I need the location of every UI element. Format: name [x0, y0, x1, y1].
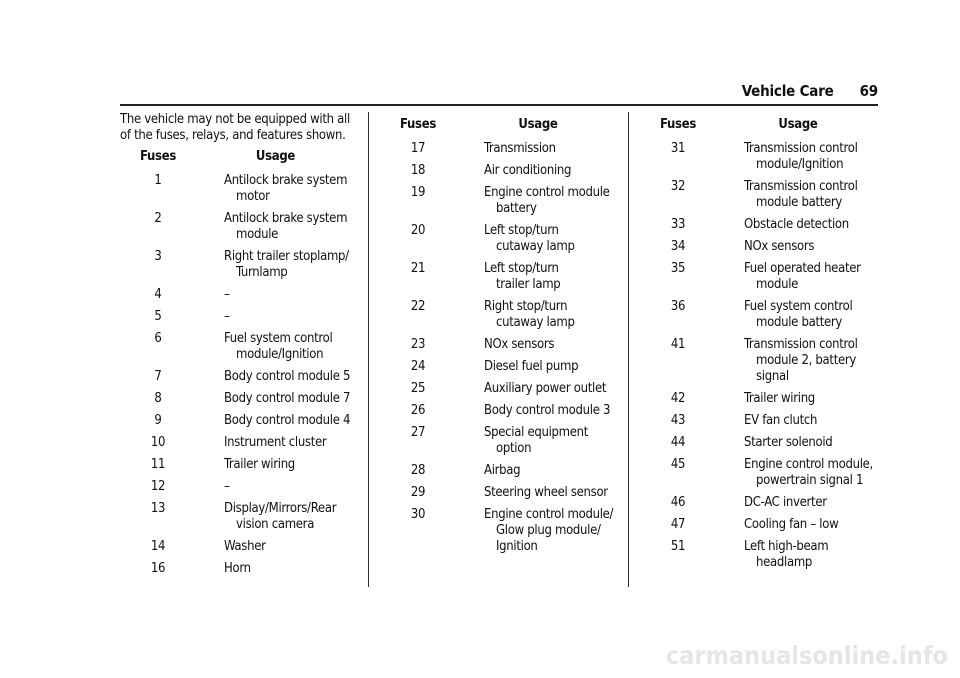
fuse-number: 47	[670, 517, 686, 532]
fuse-usage	[456, 141, 620, 157]
fuse-usage	[196, 287, 355, 303]
fuse-row	[120, 211, 355, 243]
fuse-usage	[196, 539, 355, 555]
fuse-usage	[716, 539, 880, 571]
fuse-row	[120, 391, 355, 407]
fuse-number: 3	[154, 249, 162, 264]
fuse-row	[380, 485, 620, 501]
watermark: carmanualsonline.info	[665, 641, 948, 670]
fuse-number: 2	[154, 211, 162, 226]
fuse-usage-line: Left stop/turn	[484, 261, 559, 276]
fuse-number: 19	[410, 185, 426, 200]
fuse-usage	[716, 413, 880, 429]
fuse-number: 51	[670, 539, 686, 554]
fuse-row	[120, 561, 355, 577]
fuse-column-1	[120, 112, 355, 583]
fuse-usage	[456, 299, 620, 331]
fuse-usage	[456, 485, 620, 501]
fuse-usage	[716, 217, 880, 233]
fuse-row	[380, 337, 620, 353]
fuse-number: 32	[670, 179, 686, 194]
fuse-row	[120, 287, 355, 303]
fuse-usage-line: module battery	[756, 315, 843, 330]
usage-header: Usage	[778, 117, 818, 132]
fuse-usage-line: Air conditioning	[484, 163, 572, 178]
fuse-row	[640, 261, 880, 293]
fuse-usage-line: module/Ignition	[756, 157, 844, 172]
fuse-usage-line: Antilock brake system	[224, 173, 348, 188]
fuse-usage-line: signal	[756, 369, 789, 384]
fuse-number: 14	[150, 539, 166, 554]
fuse-usage-line: Antilock brake system	[224, 211, 348, 226]
fuse-row	[380, 507, 620, 555]
fuse-usage-line: Fuel system control	[744, 299, 853, 314]
section-title: Vehicle Care	[741, 82, 834, 100]
fuse-usage-line: battery	[496, 201, 537, 216]
fuse-row	[640, 539, 880, 571]
fuse-usage	[196, 435, 355, 451]
fuse-row	[120, 309, 355, 325]
fuse-number: 22	[410, 299, 426, 314]
fuse-usage-line: cutaway lamp	[496, 239, 575, 254]
fuse-row	[380, 185, 620, 217]
fuse-usage	[196, 369, 355, 385]
fuse-number: 42	[670, 391, 686, 406]
fuse-usage-line: Right trailer stoplamp/	[224, 249, 349, 264]
fuse-number: 35	[670, 261, 686, 276]
fuse-row	[380, 359, 620, 375]
fuse-usage-line: motor	[236, 189, 270, 204]
fuse-number: 34	[670, 239, 686, 254]
fuse-row	[380, 163, 620, 179]
fuses-header: Fuses	[399, 117, 437, 132]
fuse-number: 26	[410, 403, 426, 418]
fuse-usage	[456, 163, 620, 179]
fuse-usage-line: Auxiliary power outlet	[484, 381, 607, 396]
fuse-usage	[196, 331, 355, 363]
fuse-usage	[456, 403, 620, 419]
fuses-header: Fuses	[659, 117, 697, 132]
fuse-usage-line: Diesel fuel pump	[484, 359, 579, 374]
fuse-usage	[196, 249, 355, 281]
fuse-usage-line: Transmission control	[744, 337, 858, 352]
fuse-number: 17	[410, 141, 426, 156]
fuse-usage	[716, 141, 880, 173]
fuse-usage-line: module	[236, 227, 279, 242]
fuse-usage-line: trailer lamp	[496, 277, 561, 292]
fuse-row	[380, 403, 620, 419]
fuse-row	[640, 517, 880, 533]
fuse-usage	[716, 457, 880, 489]
fuse-number: 9	[154, 413, 162, 428]
fuse-usage	[716, 435, 880, 451]
fuse-usage-line: module battery	[756, 195, 843, 210]
fuse-usage-line: module 2, battery	[756, 353, 856, 368]
fuse-number: 16	[150, 561, 166, 576]
fuse-row	[640, 337, 880, 385]
fuse-number: 45	[670, 457, 686, 472]
fuse-number: 5	[154, 309, 162, 324]
fuse-usage-line: Starter solenoid	[744, 435, 833, 450]
fuse-number: 10	[150, 435, 166, 450]
column-divider	[628, 112, 629, 587]
fuse-column-3	[640, 117, 880, 577]
fuse-usage	[716, 299, 880, 331]
fuse-row	[120, 501, 355, 533]
fuse-usage-line: Trailer wiring	[224, 457, 295, 472]
fuse-number: 6	[154, 331, 162, 346]
page-header	[700, 82, 878, 100]
fuse-usage-line: headlamp	[756, 555, 813, 570]
fuse-usage-line: DC-AC inverter	[744, 495, 827, 510]
fuse-number: 46	[670, 495, 686, 510]
fuse-usage	[196, 501, 355, 533]
fuse-row	[120, 173, 355, 205]
intro-text: The vehicle may not be equipped with all of the fuses, relays, and features shown.	[120, 112, 350, 143]
fuse-row	[120, 249, 355, 281]
fuse-usage	[716, 517, 880, 533]
fuse-usage	[716, 239, 880, 255]
fuse-usage-line: Instrument cluster	[224, 435, 327, 450]
fuse-usage-line: cutaway lamp	[496, 315, 575, 330]
fuse-usage-line: module/Ignition	[236, 347, 324, 362]
fuse-usage-line: Glow plug module/	[496, 523, 601, 538]
fuse-number: 27	[410, 425, 426, 440]
fuse-usage	[196, 479, 355, 495]
fuse-usage	[456, 261, 620, 293]
fuse-row	[380, 425, 620, 457]
fuse-usage-line: Body control module 7	[224, 391, 351, 406]
fuse-row	[640, 495, 880, 511]
fuse-number: 12	[150, 479, 166, 494]
fuse-row	[120, 457, 355, 473]
fuse-usage-line: NOx sensors	[484, 337, 555, 352]
fuse-usage-line: Body control module 3	[484, 403, 611, 418]
fuse-usage	[196, 173, 355, 205]
fuse-usage-line: NOx sensors	[744, 239, 815, 254]
fuse-row	[380, 141, 620, 157]
fuse-usage-line: Steering wheel sensor	[484, 485, 608, 500]
fuse-usage	[456, 185, 620, 217]
fuse-row	[380, 381, 620, 397]
fuse-row	[640, 299, 880, 331]
fuse-row	[120, 435, 355, 451]
fuse-number: 13	[150, 501, 166, 516]
fuse-row	[380, 223, 620, 255]
fuse-usage-line: –	[224, 479, 230, 494]
fuse-row	[640, 391, 880, 407]
fuse-row	[380, 299, 620, 331]
fuse-usage-line: –	[224, 287, 230, 302]
fuse-number: 23	[410, 337, 426, 352]
usage-header: Usage	[255, 149, 296, 164]
fuse-usage	[196, 211, 355, 243]
fuse-usage	[456, 507, 620, 555]
fuse-number: 36	[670, 299, 686, 314]
fuse-number: 21	[410, 261, 426, 276]
fuse-usage-line: Transmission control	[744, 141, 858, 156]
fuse-usage	[456, 463, 620, 479]
fuse-usage	[456, 337, 620, 353]
fuse-row	[120, 369, 355, 385]
fuse-number: 28	[410, 463, 426, 478]
fuse-usage-line: Body control module 4	[224, 413, 351, 428]
fuse-usage-line: powertrain signal 1	[756, 473, 864, 488]
fuse-number: 7	[154, 369, 162, 384]
fuse-usage-line: option	[496, 441, 532, 456]
fuse-usage	[196, 391, 355, 407]
fuse-number: 1	[154, 173, 162, 188]
fuse-number: 29	[410, 485, 426, 500]
fuse-usage-line: Fuel operated heater	[744, 261, 861, 276]
fuse-usage	[196, 413, 355, 429]
fuse-number: 31	[670, 141, 686, 156]
fuse-usage-line: Left high-beam	[744, 539, 829, 554]
fuse-usage-line: Turnlamp	[236, 265, 288, 280]
fuse-usage	[196, 561, 355, 577]
fuse-usage-line: –	[224, 309, 230, 324]
fuse-row	[640, 413, 880, 429]
fuse-number: 8	[154, 391, 162, 406]
fuse-usage-line: Washer	[224, 539, 266, 554]
fuse-usage	[716, 261, 880, 293]
fuse-usage-line: module	[756, 277, 799, 292]
table-header	[640, 117, 880, 133]
table-header	[120, 149, 355, 165]
fuse-number: 44	[670, 435, 686, 450]
table-header	[380, 117, 620, 133]
fuse-number: 4	[154, 287, 162, 302]
fuse-row	[120, 539, 355, 555]
fuse-usage	[716, 337, 880, 385]
fuse-row	[380, 261, 620, 293]
fuse-row	[120, 479, 355, 495]
fuse-usage-line: Special equipment	[484, 425, 589, 440]
fuse-usage	[196, 309, 355, 325]
fuse-usage-line: Engine control module,	[744, 457, 873, 472]
fuse-row	[640, 179, 880, 211]
fuse-row	[380, 463, 620, 479]
fuse-number: 20	[410, 223, 426, 238]
fuse-row	[640, 141, 880, 173]
fuse-row	[640, 435, 880, 451]
fuse-usage-line: Trailer wiring	[744, 391, 815, 406]
fuse-usage-line: Transmission	[484, 141, 556, 156]
fuse-column-2	[380, 117, 620, 561]
fuse-number: 30	[410, 507, 426, 522]
fuse-usage	[716, 391, 880, 407]
fuse-number: 11	[150, 457, 166, 472]
fuse-usage-line: Ignition	[496, 539, 538, 554]
usage-header: Usage	[518, 117, 558, 132]
fuse-number: 43	[670, 413, 686, 428]
fuse-usage-line: Cooling fan – low	[744, 517, 839, 532]
fuse-row	[640, 457, 880, 489]
fuse-number: 33	[670, 217, 686, 232]
fuse-number: 41	[670, 337, 686, 352]
page-number: 69	[859, 82, 878, 100]
fuse-usage-line: Engine control module/	[484, 507, 614, 522]
fuse-row	[120, 331, 355, 363]
fuse-row	[120, 413, 355, 429]
fuse-usage-line: Transmission control	[744, 179, 858, 194]
fuse-usage-line: Body control module 5	[224, 369, 351, 384]
fuse-usage	[456, 223, 620, 255]
column-divider	[368, 112, 369, 587]
fuse-usage	[716, 495, 880, 511]
fuse-number: 24	[410, 359, 426, 374]
fuse-usage	[196, 457, 355, 473]
fuse-usage	[456, 359, 620, 375]
fuse-usage	[716, 179, 880, 211]
fuse-usage-line: Fuel system control	[224, 331, 333, 346]
fuse-row	[640, 217, 880, 233]
fuse-usage-line: Right stop/turn	[484, 299, 568, 314]
fuse-usage-line: Airbag	[484, 463, 521, 478]
fuse-number: 18	[410, 163, 426, 178]
fuse-usage	[456, 381, 620, 397]
fuse-usage-line: Obstacle detection	[744, 217, 849, 232]
fuse-usage	[456, 425, 620, 457]
fuses-header: Fuses	[139, 149, 177, 164]
header-rule	[120, 104, 878, 106]
fuse-usage-line: EV fan clutch	[744, 413, 818, 428]
fuse-usage-line: Left stop/turn	[484, 223, 559, 238]
fuse-row	[640, 239, 880, 255]
fuse-usage-line: Engine control module	[484, 185, 610, 200]
fuse-usage-line: vision camera	[236, 517, 315, 532]
fuse-usage-line: Display/Mirrors/Rear	[224, 501, 337, 516]
fuse-usage-line: Horn	[224, 561, 251, 576]
fuse-number: 25	[410, 381, 426, 396]
